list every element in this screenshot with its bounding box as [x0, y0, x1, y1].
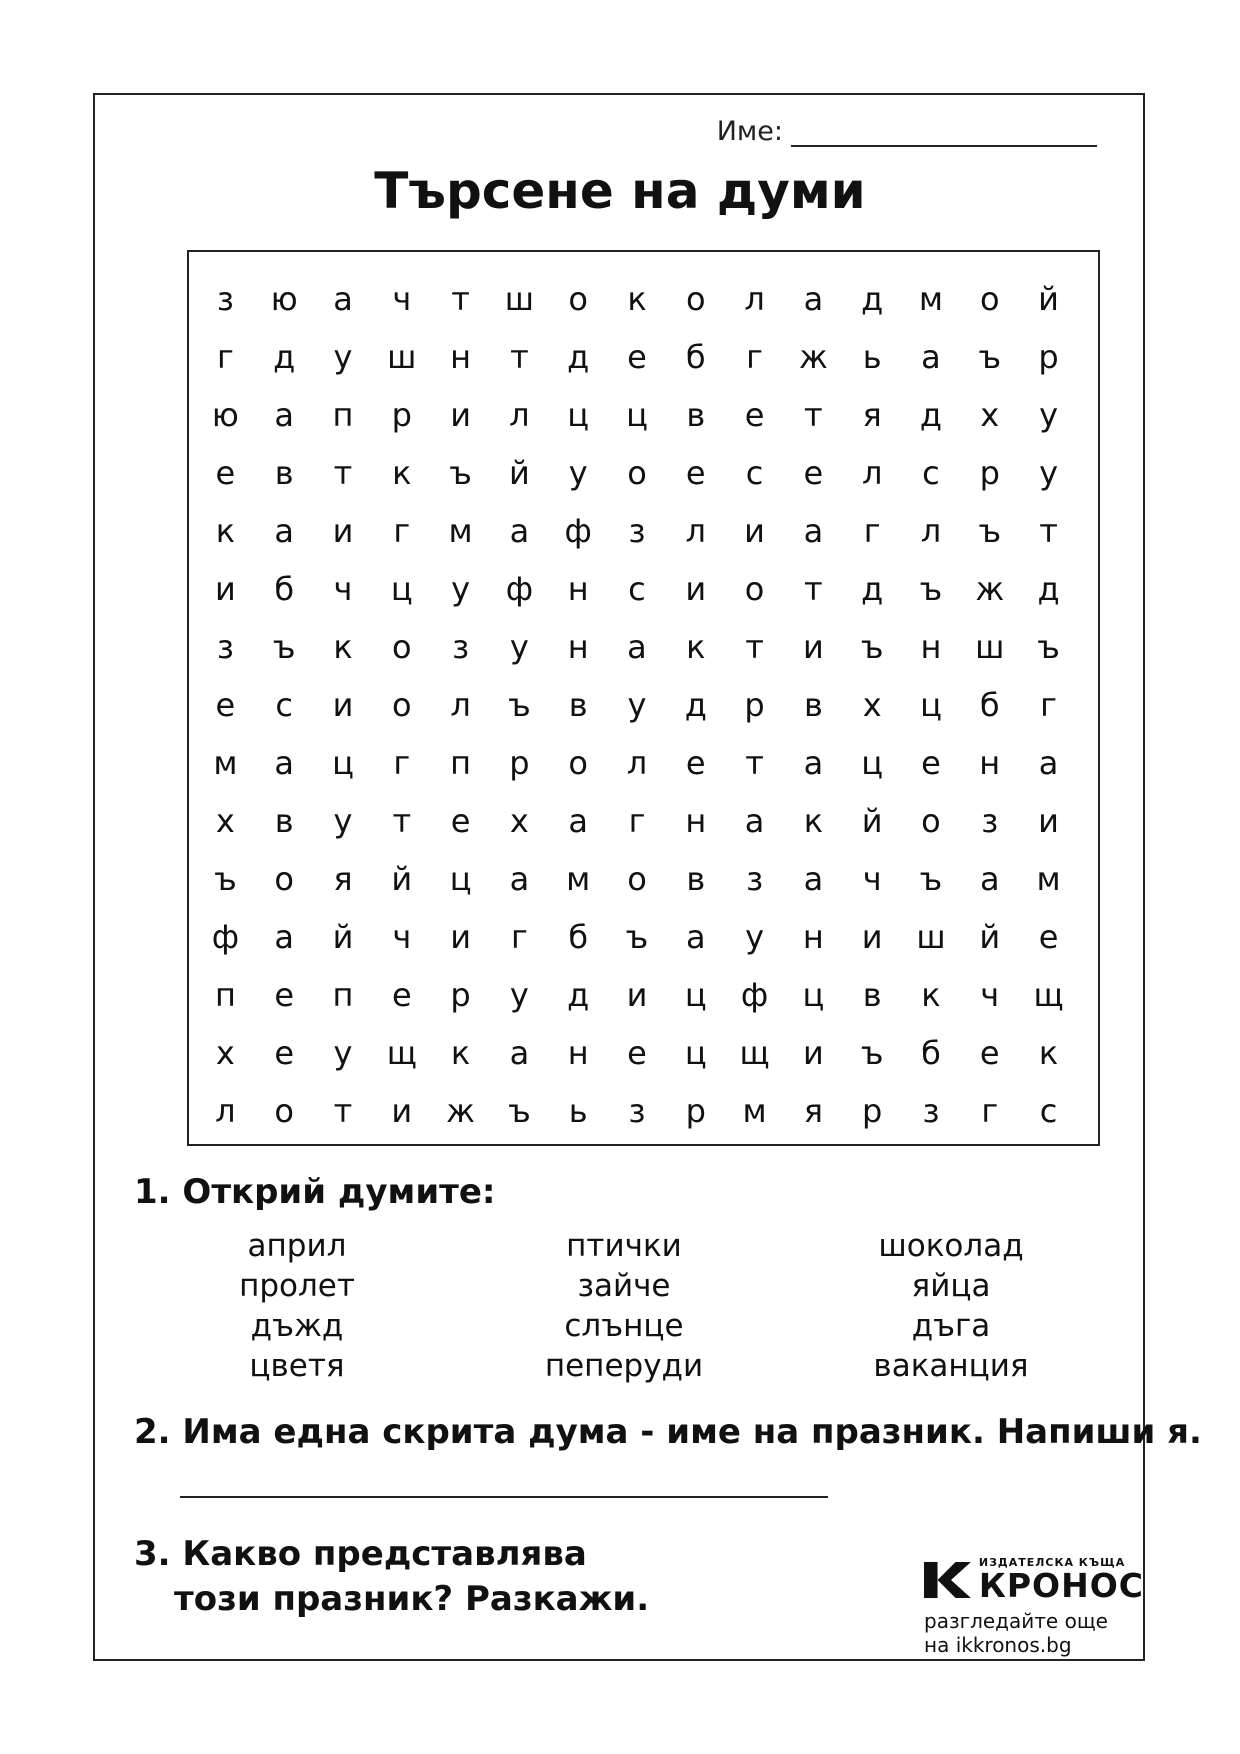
grid-letter[interactable]: а: [627, 628, 647, 666]
grid-row: [196, 270, 1079, 328]
grid-letter[interactable]: с: [922, 454, 940, 492]
grid-letter[interactable]: л: [744, 280, 765, 318]
grid-letter[interactable]: у: [1039, 396, 1059, 434]
grid-letter[interactable]: ц: [920, 686, 942, 724]
grid-letter[interactable]: ц: [861, 744, 884, 782]
grid-letter[interactable]: з: [922, 1092, 940, 1130]
grid-letter[interactable]: а: [274, 512, 294, 550]
grid-letter[interactable]: о: [685, 280, 706, 318]
grid-letter[interactable]: й: [1038, 280, 1059, 318]
grid-letter[interactable]: у: [627, 686, 647, 724]
grid-letter[interactable]: ъ: [1037, 628, 1060, 666]
grid-row: [196, 1024, 1079, 1082]
grid-letter[interactable]: ф: [740, 976, 769, 1014]
grid-letter[interactable]: т: [804, 396, 823, 434]
grid-letter[interactable]: у: [745, 918, 765, 956]
grid-letter[interactable]: р: [391, 396, 412, 434]
grid-letter[interactable]: г: [863, 512, 881, 550]
grid-letter[interactable]: д: [861, 280, 884, 318]
grid-letter[interactable]: к: [921, 976, 941, 1014]
grid-row: [196, 328, 1079, 386]
grid-row: [196, 618, 1079, 676]
grid-letter[interactable]: я: [803, 1092, 823, 1130]
grid-letter[interactable]: е: [450, 802, 471, 840]
grid-letter[interactable]: а: [744, 802, 765, 840]
grid-letter[interactable]: д: [567, 976, 590, 1014]
grid-letter[interactable]: а: [509, 512, 530, 550]
grid-letter[interactable]: а: [921, 338, 941, 376]
grid-letter[interactable]: й: [332, 918, 354, 956]
word-to-find: дъжд: [250, 1308, 344, 1344]
grid-letter[interactable]: ц: [684, 976, 707, 1014]
grid-letter[interactable]: л: [215, 1092, 236, 1130]
grid-letter[interactable]: л: [685, 512, 706, 550]
grid-letter[interactable]: щ: [386, 1034, 417, 1072]
grid-letter[interactable]: р: [744, 686, 765, 724]
kronos-logo-icon: [924, 1558, 971, 1602]
grid-letter[interactable]: х: [980, 396, 1000, 434]
grid-letter[interactable]: ф: [211, 918, 240, 956]
grid-row: [196, 850, 1079, 908]
grid-letter[interactable]: а: [274, 396, 294, 434]
word-list: [134, 1226, 1114, 1386]
grid-letter[interactable]: л: [626, 744, 648, 782]
brand-tagline: разгледайте още: [924, 1609, 1108, 1633]
grid-letter[interactable]: и: [861, 918, 883, 956]
grid-letter[interactable]: е: [391, 976, 412, 1014]
grid-letter[interactable]: и: [450, 396, 471, 434]
grid-letter[interactable]: к: [450, 1034, 471, 1072]
grid-letter[interactable]: ч: [862, 860, 882, 898]
grid-letter[interactable]: е: [215, 454, 236, 492]
grid-letter[interactable]: с: [1039, 1092, 1058, 1130]
grid-letter[interactable]: ш: [975, 628, 1005, 666]
grid-letter[interactable]: ш: [504, 280, 535, 318]
word-to-find: пролет: [239, 1268, 355, 1304]
grid-letter[interactable]: в: [686, 396, 706, 434]
grid-letter[interactable]: ц: [332, 744, 354, 782]
word-column: [134, 1226, 460, 1386]
grid-letter[interactable]: л: [509, 396, 530, 434]
grid-letter[interactable]: е: [1038, 918, 1059, 956]
grid-letter[interactable]: г: [981, 1092, 999, 1130]
grid-letter[interactable]: и: [744, 512, 765, 550]
grid-letter[interactable]: г: [393, 744, 411, 782]
grid-letter[interactable]: у: [451, 570, 471, 608]
grid-letter[interactable]: л: [920, 512, 942, 550]
name-input-line[interactable]: [791, 117, 1097, 147]
grid-letter[interactable]: о: [392, 686, 412, 724]
grid-letter[interactable]: н: [567, 570, 589, 608]
grid-letter[interactable]: т: [745, 744, 764, 782]
task-1-heading: 1. Открий думите:: [134, 1172, 496, 1212]
grid-letter[interactable]: у: [509, 976, 529, 1014]
grid-letter[interactable]: з: [628, 512, 646, 550]
grid-letter[interactable]: о: [627, 860, 647, 898]
grid-letter[interactable]: п: [332, 976, 354, 1014]
grid-letter[interactable]: б: [979, 686, 1000, 724]
grid-letter[interactable]: г: [628, 802, 646, 840]
grid-letter[interactable]: а: [274, 918, 294, 956]
grid-letter[interactable]: с: [275, 686, 293, 724]
grid-row: [196, 502, 1079, 560]
grid-letter[interactable]: г: [393, 512, 411, 550]
grid-letter[interactable]: е: [274, 1034, 295, 1072]
grid-letter[interactable]: х: [862, 686, 882, 724]
grid-letter[interactable]: в: [274, 454, 294, 492]
grid-letter[interactable]: т: [333, 454, 353, 492]
grid-letter[interactable]: з: [628, 1092, 646, 1130]
name-field: [717, 116, 1097, 147]
grid-letter[interactable]: о: [744, 570, 765, 608]
grid-letter[interactable]: ж: [975, 570, 1005, 608]
grid-letter[interactable]: а: [803, 744, 824, 782]
grid-letter[interactable]: л: [861, 454, 883, 492]
grid-letter[interactable]: щ: [1033, 976, 1064, 1014]
grid-letter[interactable]: в: [862, 976, 882, 1014]
grid-letter[interactable]: н: [802, 918, 824, 956]
grid-letter[interactable]: е: [803, 454, 824, 492]
publisher-brand: [924, 1556, 1144, 1657]
grid-letter[interactable]: з: [216, 280, 234, 318]
grid-row: [196, 1082, 1079, 1140]
grid-letter[interactable]: а: [509, 1034, 530, 1072]
grid-letter[interactable]: б: [921, 1034, 941, 1072]
name-label: Име:: [716, 116, 783, 147]
grid-letter[interactable]: р: [862, 1092, 883, 1130]
grid-letter[interactable]: о: [568, 280, 588, 318]
grid-letter[interactable]: з: [452, 628, 470, 666]
grid-letter[interactable]: ф: [505, 570, 534, 608]
grid-letter[interactable]: р: [1038, 338, 1059, 376]
grid-letter[interactable]: и: [626, 976, 648, 1014]
grid-letter[interactable]: п: [332, 396, 354, 434]
grid-letter[interactable]: р: [509, 744, 530, 782]
grid-letter[interactable]: а: [333, 280, 353, 318]
task-2-heading: 2. Има една скрита дума - име на празник. Напиши я.: [134, 1412, 1202, 1452]
grid-letter[interactable]: т: [804, 570, 823, 608]
grid-letter[interactable]: о: [392, 628, 412, 666]
grid-letter[interactable]: и: [685, 570, 707, 608]
grid-letter[interactable]: о: [627, 454, 647, 492]
grid-letter[interactable]: я: [862, 396, 882, 434]
grid-letter[interactable]: н: [920, 628, 942, 666]
grid-letter[interactable]: ч: [392, 918, 412, 956]
grid-letter[interactable]: н: [979, 744, 1001, 782]
grid-letter[interactable]: щ: [739, 1034, 770, 1072]
grid-letter[interactable]: т: [451, 280, 470, 318]
grid-row: [196, 908, 1079, 966]
grid-letter[interactable]: й: [508, 454, 530, 492]
grid-letter[interactable]: е: [685, 454, 706, 492]
grid-letter[interactable]: з: [746, 860, 764, 898]
grid-letter[interactable]: о: [274, 860, 294, 898]
word-to-find: птички: [566, 1228, 682, 1264]
grid-letter[interactable]: е: [685, 744, 706, 782]
grid-letter[interactable]: и: [802, 628, 824, 666]
grid-letter[interactable]: а: [803, 860, 824, 898]
grid-letter[interactable]: р: [979, 454, 1000, 492]
grid-row: [196, 792, 1079, 850]
grid-letter[interactable]: ц: [684, 1034, 707, 1072]
grid-letter[interactable]: к: [686, 628, 706, 666]
grid-letter[interactable]: ц: [567, 396, 590, 434]
task-3-heading: [134, 1532, 649, 1622]
grid-letter[interactable]: и: [332, 686, 354, 724]
grid-letter[interactable]: и: [802, 1034, 824, 1072]
grid-letter[interactable]: д: [919, 396, 943, 434]
grid-letter[interactable]: ъ: [860, 1034, 884, 1072]
grid-letter[interactable]: е: [215, 686, 236, 724]
grid-letter[interactable]: ф: [564, 512, 592, 550]
grid-row: [196, 676, 1079, 734]
page-title: Търсене на думи: [374, 162, 866, 220]
grid-row: [196, 734, 1079, 792]
grid-letter[interactable]: е: [274, 976, 295, 1014]
grid-letter[interactable]: в: [274, 802, 294, 840]
grid-letter[interactable]: к: [333, 628, 353, 666]
grid-letter[interactable]: у: [333, 338, 353, 376]
grid-letter[interactable]: е: [627, 1034, 647, 1072]
grid-row: [196, 560, 1079, 618]
grid-letter[interactable]: ч: [392, 280, 412, 318]
grid-letter[interactable]: р: [450, 976, 471, 1014]
grid-letter[interactable]: а: [685, 918, 706, 956]
grid-letter[interactable]: й: [861, 802, 883, 840]
grid-letter[interactable]: у: [568, 454, 588, 492]
task-3-line-1: 3. Какво представлява: [134, 1534, 587, 1574]
grid-letter[interactable]: б: [685, 338, 706, 376]
grid-letter[interactable]: ц: [390, 570, 413, 608]
word-to-find: слънце: [564, 1308, 684, 1344]
word-to-find: зайче: [577, 1268, 671, 1304]
grid-letter[interactable]: ъ: [449, 454, 472, 492]
grid-letter[interactable]: б: [568, 918, 589, 956]
grid-letter[interactable]: е: [744, 396, 765, 434]
grid-letter[interactable]: т: [392, 802, 412, 840]
grid-letter[interactable]: и: [450, 918, 471, 956]
grid-letter[interactable]: в: [686, 860, 706, 898]
grid-letter[interactable]: е: [979, 1034, 1000, 1072]
grid-row: [196, 966, 1079, 1024]
grid-letter[interactable]: о: [921, 802, 941, 840]
grid-letter[interactable]: ъ: [214, 860, 237, 898]
grid-letter[interactable]: ч: [980, 976, 1000, 1014]
grid-letter[interactable]: а: [979, 860, 1000, 898]
grid-letter[interactable]: е: [921, 744, 941, 782]
grid-letter[interactable]: а: [274, 744, 294, 782]
grid-letter[interactable]: а: [509, 860, 530, 898]
grid-letter[interactable]: т: [333, 1092, 353, 1130]
grid-letter[interactable]: ц: [449, 860, 472, 898]
grid-letter[interactable]: к: [627, 280, 647, 318]
grid-letter[interactable]: л: [450, 686, 471, 724]
task-3-line-2: този празник? Разкажи.: [174, 1579, 650, 1619]
grid-letter[interactable]: р: [685, 1092, 706, 1130]
grid-letter[interactable]: у: [509, 628, 529, 666]
grid-letter[interactable]: к: [392, 454, 412, 492]
grid-letter[interactable]: м: [213, 744, 238, 782]
grid-letter[interactable]: в: [568, 686, 588, 724]
grid-letter[interactable]: о: [568, 744, 588, 782]
word-to-find: цветя: [249, 1348, 345, 1384]
grid-letter[interactable]: и: [215, 570, 236, 608]
grid-letter[interactable]: т: [745, 628, 764, 666]
grid-letter[interactable]: и: [1038, 802, 1059, 840]
grid-letter[interactable]: у: [333, 1034, 353, 1072]
grid-letter[interactable]: й: [391, 860, 413, 898]
grid-letter[interactable]: ъ: [860, 628, 884, 666]
grid-letter[interactable]: г: [746, 338, 763, 376]
grid-letter[interactable]: ц: [802, 976, 825, 1014]
grid-letter[interactable]: г: [510, 918, 528, 956]
grid-letter[interactable]: б: [274, 570, 295, 608]
grid-letter[interactable]: ъ: [978, 512, 1002, 550]
grid-letter[interactable]: ш: [387, 338, 417, 376]
grid-letter[interactable]: с: [745, 454, 764, 492]
grid-letter[interactable]: ж: [446, 1092, 475, 1130]
grid-letter[interactable]: у: [1039, 454, 1059, 492]
grid-letter[interactable]: о: [979, 280, 1000, 318]
grid-letter[interactable]: а: [568, 802, 588, 840]
grid-row: [196, 386, 1079, 444]
grid-letter[interactable]: х: [215, 1034, 235, 1072]
grid-letter[interactable]: м: [742, 1092, 767, 1130]
brand-name: КРОНОС: [978, 1566, 1144, 1605]
grid-letter[interactable]: ъ: [919, 570, 943, 608]
grid-letter[interactable]: н: [685, 802, 707, 840]
grid-letter[interactable]: д: [273, 338, 296, 376]
grid-letter[interactable]: а: [803, 512, 824, 550]
grid-letter[interactable]: ъ: [625, 918, 649, 956]
word-to-find: яйца: [911, 1268, 991, 1304]
grid-letter[interactable]: с: [628, 570, 646, 608]
word-search-grid: [196, 270, 1079, 1140]
word-to-find: шоколад: [878, 1228, 1024, 1264]
grid-letter[interactable]: я: [333, 860, 353, 898]
grid-letter[interactable]: м: [566, 860, 591, 898]
grid-letter[interactable]: д: [1037, 570, 1060, 608]
grid-letter[interactable]: а: [803, 280, 824, 318]
grid-letter[interactable]: к: [1038, 1034, 1059, 1072]
grid-letter[interactable]: д: [684, 686, 707, 724]
grid-letter[interactable]: ь: [862, 338, 882, 376]
grid-letter[interactable]: х: [509, 802, 529, 840]
grid-letter[interactable]: в: [803, 686, 823, 724]
grid-letter[interactable]: к: [803, 802, 824, 840]
grid-letter[interactable]: п: [450, 744, 472, 782]
grid-letter[interactable]: й: [979, 918, 1001, 956]
grid-letter[interactable]: т: [510, 338, 529, 376]
grid-letter[interactable]: ъ: [508, 1092, 531, 1130]
grid-letter[interactable]: ц: [626, 396, 648, 434]
grid-letter[interactable]: о: [274, 1092, 294, 1130]
publisher-label: ИЗДАТЕЛСКА КЪЩА: [978, 1556, 1126, 1569]
grid-letter[interactable]: т: [1039, 512, 1058, 550]
grid-letter[interactable]: ъ: [508, 686, 531, 724]
grid-letter[interactable]: а: [1038, 744, 1059, 782]
word-column: [461, 1226, 787, 1386]
grid-letter[interactable]: ч: [333, 570, 353, 608]
grid-letter[interactable]: ъ: [919, 860, 943, 898]
grid-letter[interactable]: ш: [916, 918, 946, 956]
grid-letter[interactable]: з: [981, 802, 999, 840]
grid-letter[interactable]: н: [567, 1034, 589, 1072]
grid-letter[interactable]: е: [627, 338, 647, 376]
grid-letter[interactable]: ж: [798, 338, 828, 376]
word-to-find: ваканция: [873, 1348, 1029, 1384]
grid-letter[interactable]: и: [391, 1092, 413, 1130]
grid-letter[interactable]: ю: [270, 280, 298, 318]
answer-line[interactable]: [180, 1496, 828, 1498]
grid-letter[interactable]: н: [567, 628, 589, 666]
brand-website: на ikkronos.bg: [924, 1633, 1072, 1657]
word-to-find: дъга: [911, 1308, 991, 1344]
word-to-find: пеперуди: [544, 1348, 704, 1384]
grid-letter[interactable]: и: [332, 512, 354, 550]
grid-letter[interactable]: д: [567, 338, 590, 376]
word-to-find: април: [247, 1228, 347, 1264]
grid-letter[interactable]: к: [215, 512, 236, 550]
grid-letter[interactable]: у: [333, 802, 353, 840]
grid-letter[interactable]: м: [918, 280, 944, 318]
grid-letter[interactable]: д: [861, 570, 884, 608]
grid-letter[interactable]: м: [448, 512, 473, 550]
grid-letter[interactable]: п: [214, 976, 236, 1014]
grid-letter[interactable]: ъ: [978, 338, 1002, 376]
grid-letter[interactable]: х: [215, 802, 235, 840]
grid-letter[interactable]: ь: [568, 1092, 588, 1130]
word-column: [788, 1226, 1114, 1386]
grid-letter[interactable]: з: [216, 628, 234, 666]
grid-letter[interactable]: ъ: [272, 628, 296, 666]
grid-letter[interactable]: г: [216, 338, 234, 376]
grid-letter[interactable]: н: [450, 338, 472, 376]
grid-letter[interactable]: г: [1040, 686, 1057, 724]
grid-letter[interactable]: м: [1036, 860, 1061, 898]
grid-letter[interactable]: ю: [211, 396, 239, 434]
grid-row: [196, 444, 1079, 502]
